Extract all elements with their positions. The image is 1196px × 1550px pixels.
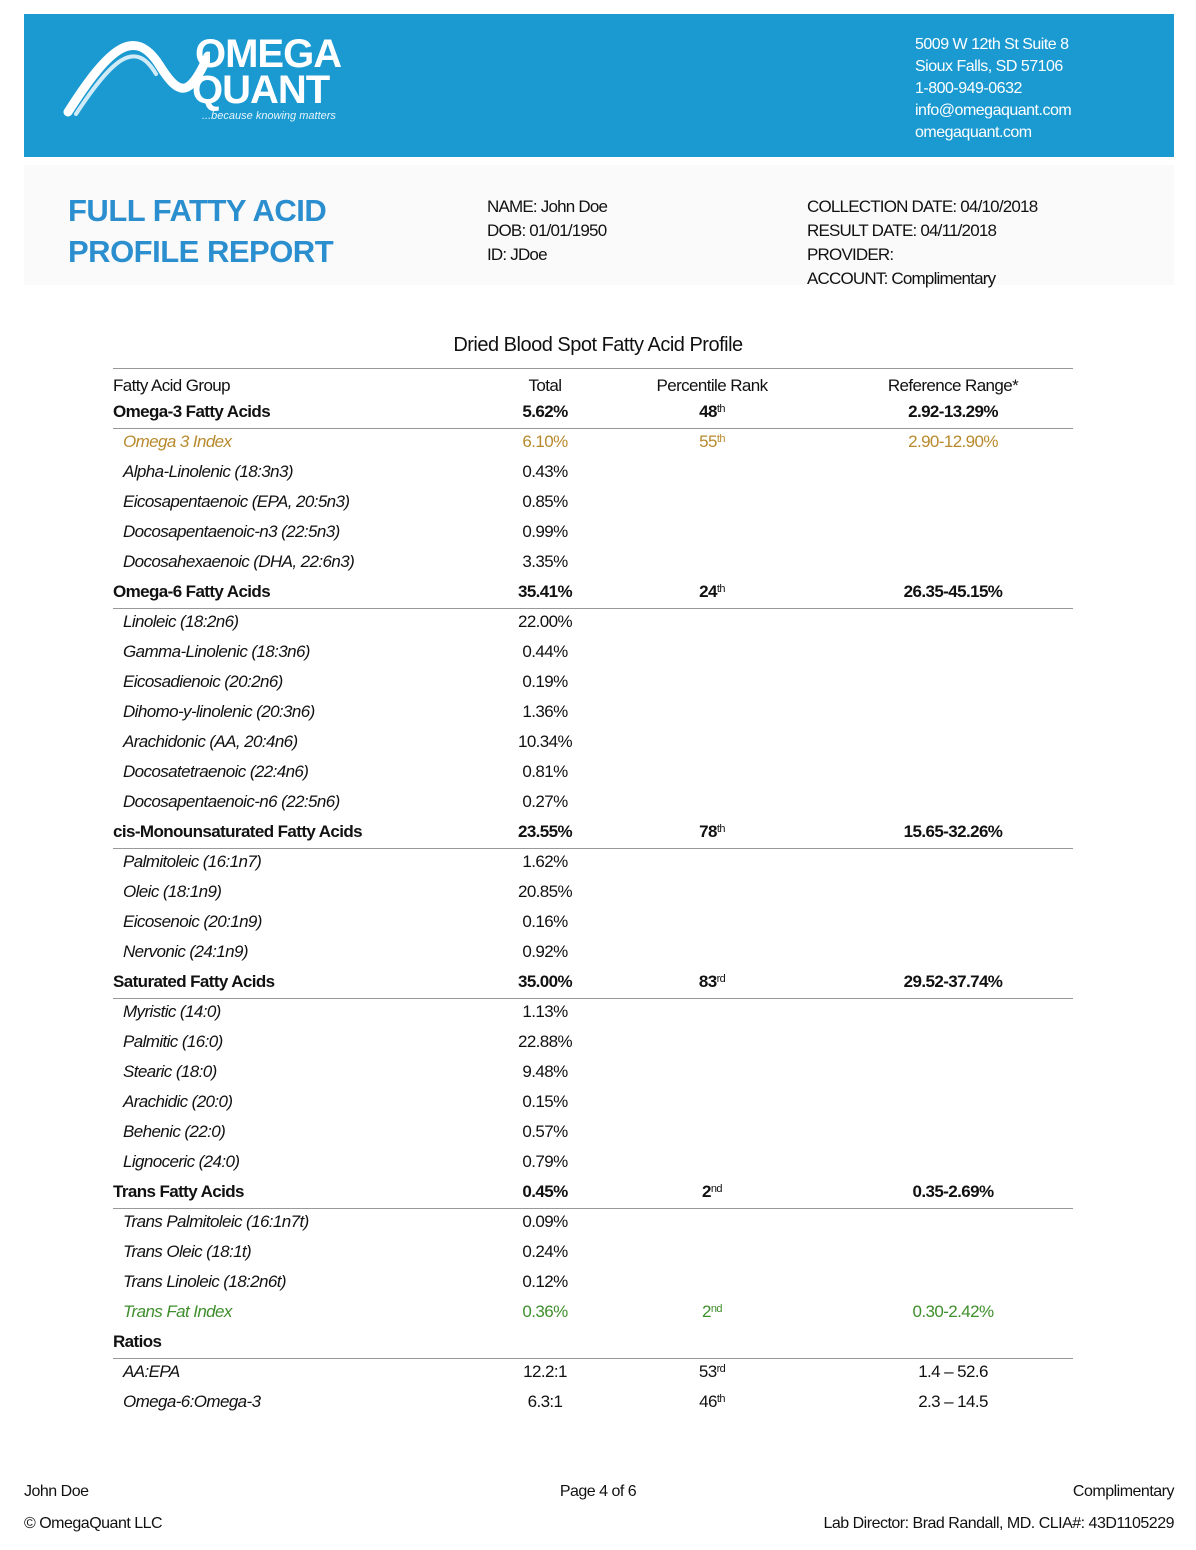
table-row: [0, 1088, 1196, 1118]
reference-range: 0.30-2.42%: [912, 1302, 994, 1321]
table-row: [0, 428, 1196, 458]
table-row: [0, 1388, 1196, 1418]
total-value: 23.55%: [517, 822, 573, 841]
total-value: 0.43%: [522, 462, 568, 481]
total-value: 0.24%: [522, 1242, 568, 1261]
report-dates: [807, 195, 1037, 291]
table-row: [0, 998, 1196, 1028]
fatty-acid-name: Stearic (18:0): [123, 1062, 217, 1081]
fatty-acid-name: Eicosadienoic (20:2n6): [123, 672, 283, 691]
percentile-rank: [662, 972, 762, 992]
table-row: [0, 848, 1196, 878]
table-row: [0, 698, 1196, 728]
total-value: 9.48%: [522, 1062, 568, 1081]
table-row: [0, 1118, 1196, 1148]
total-value: 1.36%: [522, 702, 568, 721]
total-value: 22.88%: [517, 1032, 573, 1051]
table-row: [0, 1298, 1196, 1328]
fatty-acid-name: Omega-3 Fatty Acids: [113, 402, 271, 421]
fatty-acid-name: Eicosenoic (20:1n9): [123, 912, 262, 931]
footer-account: Complimentary: [1072, 1483, 1174, 1500]
percentile-suffix: rd: [716, 1363, 726, 1375]
fatty-acid-name: Omega-6 Fatty Acids: [113, 582, 271, 601]
fatty-acid-name: Arachidonic (AA, 20:4n6): [123, 732, 298, 751]
table-row: [0, 1358, 1196, 1388]
fatty-acid-name: Docosahexaenoic (DHA, 22:6n3): [123, 552, 355, 571]
group-row: [0, 398, 1196, 428]
reference-range: 29.52-37.74%: [903, 972, 1003, 991]
fatty-acid-name: Alpha-Linolenic (18:3n3): [123, 462, 293, 481]
total-value: 0.92%: [522, 942, 568, 961]
table-row: [0, 758, 1196, 788]
total-value: 0.81%: [522, 762, 568, 781]
fatty-acid-name: Trans Oleic (18:1t): [123, 1242, 252, 1261]
percentile-suffix: th: [716, 823, 725, 835]
col-header-reference: Reference Range*: [887, 376, 1019, 395]
percentile-number: 55: [699, 432, 717, 451]
table-row: [0, 548, 1196, 578]
percentile-suffix: rd: [716, 973, 726, 985]
percentile-rank: [662, 1182, 762, 1202]
table-row: [0, 488, 1196, 518]
fatty-acid-name: Omega 3 Index: [123, 432, 232, 451]
collection-date: COLLECTION DATE: 04/10/2018: [807, 197, 1038, 216]
logo-omega-text: OMEGA: [195, 32, 342, 76]
col-header-total: Total: [528, 376, 562, 395]
reference-range: 0.35-2.69%: [912, 1182, 994, 1201]
percentile-suffix: th: [716, 403, 725, 415]
group-row: [0, 1178, 1196, 1208]
table-row: [0, 1268, 1196, 1298]
fatty-acid-name: cis-Monounsaturated Fatty Acids: [113, 822, 363, 841]
wave-logo-icon: [40, 26, 210, 126]
patient-dob: DOB: 01/01/1950: [487, 221, 607, 240]
fatty-acid-name: Palmitoleic (16:1n7): [123, 852, 262, 871]
total-value: 20.85%: [517, 882, 573, 901]
reference-range: 2.92-13.29%: [908, 402, 998, 421]
percentile-number: 2: [702, 1302, 711, 1321]
total-value: 0.57%: [522, 1122, 568, 1141]
fatty-acid-name: Gamma-Linolenic (18:3n6): [123, 642, 310, 661]
fatty-acid-name: Lignoceric (24:0): [123, 1152, 240, 1171]
fatty-acid-name: Dihomo-y-linolenic (20:3n6): [123, 702, 315, 721]
table-row: [0, 1058, 1196, 1088]
fatty-acid-name: Saturated Fatty Acids: [113, 972, 275, 991]
col-header-percentile: Percentile Rank: [656, 376, 768, 395]
total-value: 0.27%: [522, 792, 568, 811]
contact-block: [915, 34, 1071, 144]
total-value: 0.15%: [522, 1092, 568, 1111]
percentile-rank: [662, 1392, 762, 1412]
fatty-acid-name: Eicosapentaenoic (EPA, 20:5n3): [123, 492, 350, 511]
report-title-line-1: FULL FATTY ACID: [68, 193, 327, 228]
total-value: 1.62%: [522, 852, 568, 871]
fatty-acid-name: Docosatetraenoic (22:4n6): [123, 762, 309, 781]
total-value: 0.09%: [522, 1212, 568, 1231]
report-title-line-2: PROFILE REPORT: [68, 234, 334, 269]
fatty-acid-name: Nervonic (24:1n9): [123, 942, 248, 961]
total-value: 0.79%: [522, 1152, 568, 1171]
table-row: [0, 878, 1196, 908]
percentile-rank: [662, 822, 762, 842]
phone-number[interactable]: 1-800-949-0632: [915, 80, 1022, 97]
reference-range: 26.35-45.15%: [903, 582, 1003, 601]
table-top-rule: [113, 368, 1073, 369]
address-line-1: 5009 W 12th St Suite 8: [915, 36, 1069, 53]
total-value: 0.16%: [522, 912, 568, 931]
percentile-number: 53: [698, 1362, 717, 1381]
patient-info: [487, 195, 607, 267]
total-value: 35.00%: [517, 972, 573, 991]
reference-range: 15.65-32.26%: [903, 822, 1003, 841]
table-row: [0, 908, 1196, 938]
percentile-rank: [662, 432, 762, 452]
total-value: 0.44%: [522, 642, 568, 661]
total-value: 1.13%: [522, 1002, 568, 1021]
percentile-number: 78: [699, 822, 717, 841]
percentile-number: 24: [699, 582, 717, 601]
reference-range: 2.90-12.90%: [908, 432, 998, 451]
table-row: [0, 728, 1196, 758]
table-row: [0, 458, 1196, 488]
total-value: 0.12%: [522, 1272, 568, 1291]
address-line-2: Sioux Falls, SD 57106: [915, 58, 1063, 75]
reference-range: 1.4 – 52.6: [918, 1362, 988, 1381]
table-title: Dried Blood Spot Fatty Acid Profile: [453, 334, 743, 356]
fatty-acid-name: Docosapentaenoic-n3 (22:5n3): [123, 522, 340, 541]
table-row: [0, 668, 1196, 698]
fatty-acid-name: Arachidic (20:0): [123, 1092, 233, 1111]
fatty-acid-name: Oleic (18:1n9): [123, 882, 222, 901]
fatty-acid-name: Trans Fat Index: [123, 1302, 232, 1321]
percentile-suffix: th: [716, 433, 725, 445]
total-value: 10.34%: [517, 732, 573, 751]
group-row: [0, 578, 1196, 608]
percentile-suffix: nd: [710, 1183, 722, 1195]
website-link[interactable]: omegaquant.com: [915, 124, 1032, 141]
fatty-acid-name: Linoleic (18:2n6): [123, 612, 239, 631]
table-row: [0, 638, 1196, 668]
group-row: [0, 968, 1196, 998]
col-header-group: Fatty Acid Group: [113, 376, 231, 395]
fatty-acid-name: Trans Linoleic (18:2n6t): [123, 1272, 286, 1291]
fatty-acid-name: Ratios: [113, 1332, 162, 1351]
percentile-suffix: th: [716, 583, 725, 595]
table-row: [0, 938, 1196, 968]
fatty-acid-name: AA:EPA: [123, 1362, 180, 1381]
group-row: [0, 1328, 1196, 1358]
table-row: [0, 518, 1196, 548]
group-row: [0, 818, 1196, 848]
fatty-acid-name: Palmitic (16:0): [123, 1032, 223, 1051]
fatty-acid-name: Trans Fatty Acids: [113, 1182, 244, 1201]
table-row: [0, 608, 1196, 638]
patient-name: NAME: John Doe: [487, 197, 608, 216]
percentile-rank: [662, 1362, 762, 1382]
total-value: 5.62%: [522, 402, 568, 421]
percentile-rank: [662, 1302, 762, 1322]
logo-quant-text: QUANT: [192, 68, 330, 112]
percentile-rank: [662, 582, 762, 602]
total-value: 0.45%: [522, 1182, 568, 1201]
fatty-acid-name: Myristic (14:0): [123, 1002, 221, 1021]
logo-tagline: ...because knowing matters: [202, 110, 336, 122]
account: ACCOUNT: Complimentary: [807, 269, 996, 288]
fatty-acid-name: Docosapentaenoic-n6 (22:5n6): [123, 792, 340, 811]
email-link[interactable]: info@omegaquant.com: [915, 102, 1072, 119]
percentile-suffix: th: [716, 1393, 725, 1405]
total-value: 0.19%: [522, 672, 568, 691]
total-value: 6.3:1: [527, 1392, 563, 1411]
patient-id: ID: JDoe: [487, 245, 547, 264]
percentile-rank: [662, 402, 762, 422]
percentile-number: 83: [698, 972, 717, 991]
total-value: 12.2:1: [523, 1362, 567, 1381]
total-value: 6.10%: [522, 432, 568, 451]
percentile-number: 46: [699, 1392, 717, 1411]
table-row: [0, 788, 1196, 818]
footer-patient: John Doe: [24, 1483, 89, 1500]
total-value: 3.35%: [522, 552, 568, 571]
total-value: 0.99%: [522, 522, 568, 541]
footer-page-number: Page 4 of 6: [559, 1483, 637, 1500]
total-value: 0.85%: [522, 492, 568, 511]
reference-range: 2.3 – 14.5: [918, 1392, 988, 1411]
percentile-number: 48: [699, 402, 717, 421]
result-date: RESULT DATE: 04/11/2018: [807, 221, 997, 240]
percentile-suffix: nd: [710, 1303, 722, 1315]
fatty-acid-name: Behenic (22:0): [123, 1122, 226, 1141]
footer-lab-director: Lab Director: Brad Randall, MD. CLIA#: 43D1105229: [823, 1515, 1174, 1532]
provider: PROVIDER:: [807, 245, 894, 264]
fatty-acid-name: Trans Palmitoleic (16:1n7t): [123, 1212, 309, 1231]
total-value: 22.00%: [517, 612, 573, 631]
table-row: [0, 1028, 1196, 1058]
percentile-number: 2: [702, 1182, 711, 1201]
total-value: 0.36%: [522, 1302, 568, 1321]
report-title: [68, 190, 333, 272]
fatty-acid-name: Omega-6:Omega-3: [123, 1392, 261, 1411]
table-row: [0, 1238, 1196, 1268]
footer-copyright: © OmegaQuant LLC: [24, 1515, 163, 1532]
table-row: [0, 1148, 1196, 1178]
total-value: 35.41%: [517, 582, 573, 601]
table-row: [0, 1208, 1196, 1238]
